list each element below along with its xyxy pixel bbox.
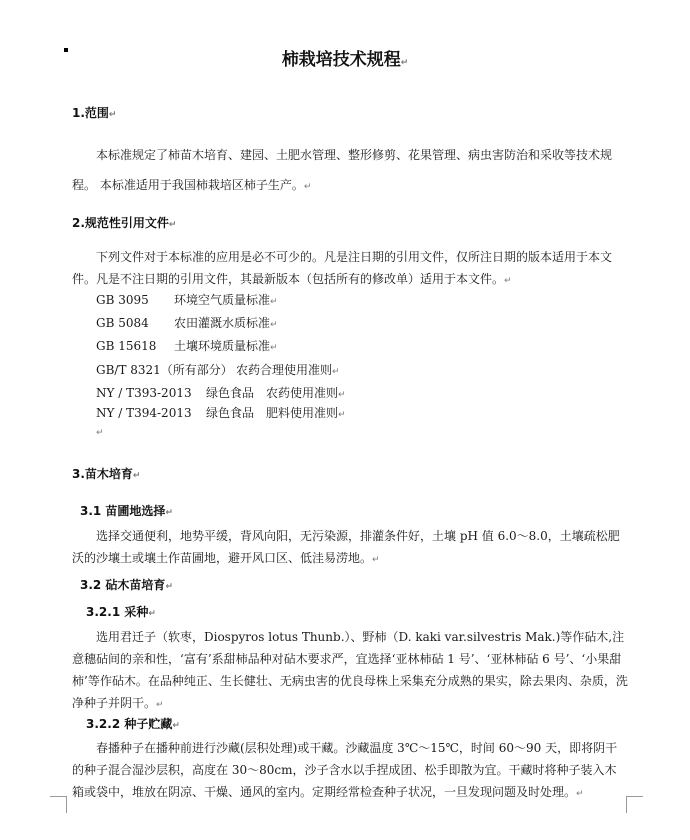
section-3-1-heading: 3.1 苗圃地选择↵ (80, 504, 173, 518)
section-1-heading: 1.范围↵ (72, 106, 117, 120)
paragraph-mark-icon: ↵ (332, 367, 340, 377)
page-corner-mark-right (626, 796, 643, 813)
section-1-text: 本标准规定了柿苗木培育、建园、土肥水管理、整形修剪、花果管理、病虫害防治和采收等技术规程。 本标准适用于我国柿栽培区柿子生产。↵ (72, 148, 613, 192)
section-3-2-1-heading: 3.2.1 采种↵ (86, 605, 156, 619)
paragraph-mark-icon: ↵ (148, 609, 156, 619)
page-title (0, 45, 690, 70)
standard-row: GB 3095 环境空气质量标准↵ (96, 293, 278, 307)
paragraph-mark-icon: ↵ (338, 410, 346, 420)
section-3-1-text: 选择交通便利，地势平缓，背风向阳，无污染源，排灌条件好，土壤 pH 值 6.0～8.0，土壤疏松肥沃的沙壤土或壤土作苗圃地，避开风口区、低洼易涝地。↵ (72, 529, 620, 565)
section-3-heading: 3.苗木培育↵ (72, 467, 141, 481)
paragraph-mark-icon: ↵ (108, 110, 117, 120)
empty-paragraph (96, 424, 104, 438)
paragraph-mark-icon: ↵ (172, 721, 180, 731)
standard-row: NY / T394-2013 绿色食品 肥料使用准则↵ (96, 406, 346, 420)
section-3-2-2-text: 春播种子在播种前进行沙藏(层积处理)或干藏。沙藏温度 3℃～15℃，时间 60～90 天，即将阴干的种子混合湿沙层积，高度在 30～80cm，沙子含水以手捏成团、松手即散为宜。干藏时将种子装入木箱或袋中，堆放在阴凉、干燥、通风的室内。定期经常检查种子状况，一旦发现问题及时处理。↵ (72, 741, 618, 799)
page-corner-mark-left (50, 796, 67, 813)
section-3-2-heading: 3.2 砧木苗培育↵ (80, 578, 173, 592)
section-2-text: 下列文件对于本标准的应用是必不可少的。凡是注日期的引用文件，仅所注日期的版本适用于本文件。凡是不注日期的引用文件，其最新版本（包括所有的修改单）适用于本文件。↵ (72, 250, 613, 286)
paragraph-mark-icon: ↵ (576, 789, 584, 799)
standard-row: GB/T 8321（所有部分） 农药合理使用准则↵ (96, 363, 340, 377)
paragraph-mark-icon: ↵ (303, 182, 312, 192)
paragraph-mark-icon: ↵ (270, 343, 278, 353)
paragraph-mark-icon: ↵ (400, 58, 409, 68)
paragraph-mark-icon: ↵ (338, 390, 346, 400)
paragraph-mark-icon: ↵ (270, 320, 278, 330)
paragraph-mark-icon: ↵ (132, 471, 141, 481)
standard-row: GB 15618 土壤环境质量标准↵ (96, 339, 278, 353)
paragraph-mark-icon: ↵ (165, 508, 173, 518)
paragraph-mark-icon: ↵ (156, 700, 164, 710)
paragraph-mark-icon: ↵ (165, 582, 173, 592)
paragraph-mark-icon: ↵ (168, 220, 177, 230)
paragraph-mark-icon: ↵ (270, 297, 278, 307)
section-2-heading: 2.规范性引用文件↵ (72, 216, 177, 230)
section-3-2-2-heading: 3.2.2 种子贮藏↵ (86, 717, 180, 731)
standard-row: NY / T393-2013 绿色食品 农药使用准则↵ (96, 386, 346, 400)
paragraph-mark-icon: ↵ (504, 276, 512, 286)
paragraph-mark-icon: ↵ (372, 555, 380, 565)
paragraph-mark-icon: ↵ (96, 428, 104, 438)
section-3-2-1-text: 选用君迁子（软枣，Diospyros lotus Thunb.）、野柿（D. kaki var.silvestris Mak.)等作砧木,注意穗砧间的亲和性，‘富有’系甜柿品种对砧木要求严，宜选择‘亚林柿砧 1 号’、‘亚林柿砧 6 号’、‘小果甜柿’等作砧木。在品种纯正、生长健壮、无病虫害的优良母株上采集充分成熟的果实，除去果肉、杂质，洗净种子并阴干。↵ (72, 630, 628, 710)
standard-row: GB 5084 农田灌溉水质标准↵ (96, 316, 278, 330)
title-text: 柿栽培技术规程 (281, 50, 401, 70)
